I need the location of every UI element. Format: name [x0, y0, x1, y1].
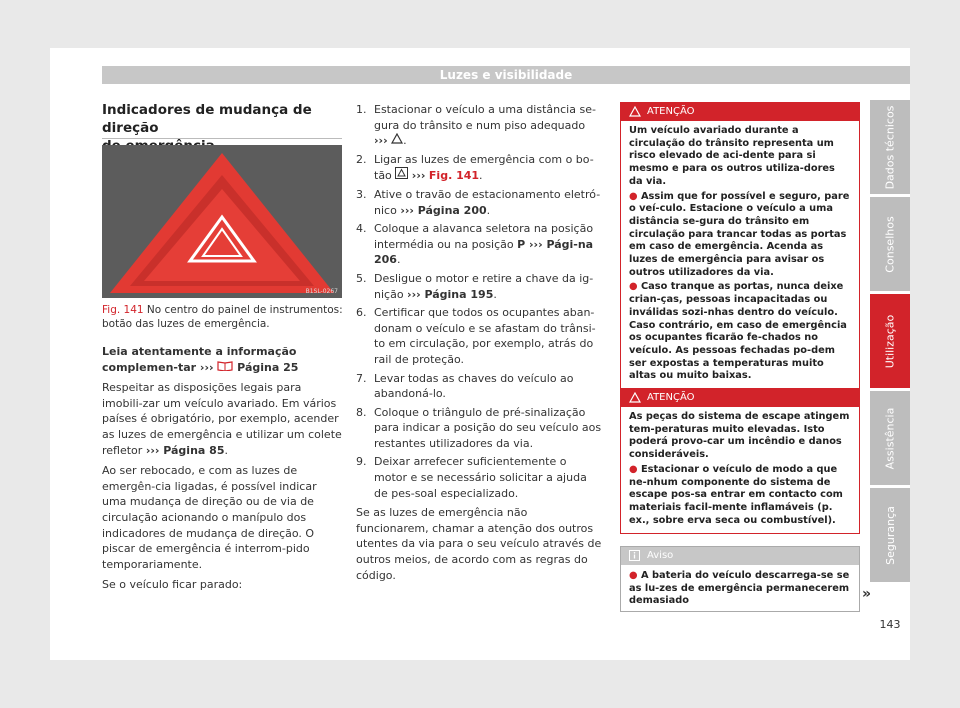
warning-header: [621, 389, 859, 407]
warning-intro: Um veículo avariado durante a circulação do trânsito representa um risco elevado de aci-dente para si mesmo e para os outros utiliza-dores da via.: [629, 125, 835, 187]
warning-icon: [629, 106, 641, 124]
note-box: [620, 546, 860, 612]
step-text: Estacionar o veículo a uma distância se-gura do trânsito e num piso adequado: [374, 103, 596, 132]
step-text: Certificar que todos os ocupantes aban-donam o veículo e se afastam do trânsi-to em circulação, por exemplo, atrás do rail de proteção.: [374, 306, 596, 366]
step-text: Ligar as luzes de emergência com o bo-tão: [374, 152, 594, 183]
tab-utilizacao[interactable]: Utilização: [870, 294, 910, 388]
warning-icon: [391, 134, 403, 147]
step-text: Desligue o motor e retire a chave da ig-nição: [374, 271, 594, 301]
left-column: Leia atentamente a informação complemen-tar ››› Página 25 Respeitar as disposições legais para imobili-zar um veículo avariado. Em vários países é obrigatório, por exemplo, acender as luzes de emergência e utilizar um colete refletor ››› Página 85. Ao ser rebocado, e com as luzes de emergên-cia ligadas, é possível indicar uma mudança de direção ou de via de circulação acionando o manípulo dos indicadores de mudança de direção. O piscar de emergência é interrom-pido temporariamente. Se o veículo ficar parado:: [102, 344, 344, 598]
warning-bullet: ● Assim que for possível e seguro, pare o veí-culo. Estacione o veículo a uma distância se-gura do trânsito em circulação para trancar todas as portas em caso de emergência. Acenda as luzes de emergência para avisar os outros utilizadores da via.: [629, 190, 850, 278]
tab-conselhos[interactable]: Conselhos: [870, 197, 910, 291]
continue-arrow: »: [862, 586, 872, 602]
list-item: 4. Coloque a alavanca seletora na posição intermédia ou na posição P ››› Pági-na 206.: [356, 222, 594, 267]
warning-bullet: ● Caso tranque as portas, nunca deixe crian-ças, pessoas incapacitadas ou inválidas sozi-nhas dentro do veículo. Caso contrário, em caso de emergência os ocupantes ficarão fe-chados no veículo. As pessoas fechadas po-dem ser expostas a temperaturas muito altas ou muito baixas.: [629, 281, 847, 382]
warning-body: [621, 407, 859, 533]
step-text: Ative o travão de estacionamento eletró-nico: [374, 187, 601, 217]
page-header: Luzes e visibilidade: [102, 66, 910, 84]
warning-body: [621, 121, 859, 389]
fig-ref-141[interactable]: Fig. 141: [428, 169, 480, 183]
list-item: 2. Ligar as luzes de emergência com o bo-tão ››› Fig. 141.: [356, 152, 594, 183]
list-item: 3. Ative o travão de estacionamento eletró-nico ››› Página 200.: [356, 187, 601, 217]
ref-arrows: ›››: [374, 134, 388, 148]
step-number: 2.: [356, 152, 367, 166]
ref-arrows: ›››: [411, 169, 426, 183]
note-title: Aviso: [647, 550, 674, 561]
ref-arrows: ›››: [196, 360, 218, 374]
warning-icon: [629, 392, 641, 410]
list-item: 5. Desligue o motor e retire a chave da ig-nição ››› Página 195.: [356, 271, 594, 301]
step-text: Deixar arrefecer suficientemente o motor e se necessário solicitar a ajuda de pes-soal especializado.: [374, 455, 587, 500]
warning-box-1: [620, 102, 860, 390]
step-number: 3.: [356, 187, 367, 201]
page-ref-85[interactable]: ››› Página 85: [145, 443, 225, 457]
step-number: 7.: [356, 371, 367, 385]
tab-seguranca[interactable]: Segurança: [870, 488, 910, 582]
page-ref-195[interactable]: ››› Página 195: [407, 287, 494, 301]
page-ref-25[interactable]: Página 25: [233, 360, 299, 374]
page-number: 143: [879, 618, 901, 631]
tab-dados-tecnicos[interactable]: Dados técnicos: [870, 100, 910, 194]
warning-header: [621, 103, 859, 121]
figure-tag: B1SL-0267: [305, 288, 338, 295]
book-icon: [217, 361, 233, 374]
intro-bold: Leia atentamente a informação complemen-tar: [102, 345, 297, 374]
note-bullet: A bateria do veículo descarrega-se se as lu-zes de emergência permanecerem demasiado: [629, 570, 850, 607]
warning-bullet: ● Estacionar o veículo de modo a que ne-nhum componente do sistema de escape pos-sa entrar em contacto com materiais facil-mente inflamáveis (p. ex., sobre erva seca ou combustível).: [629, 463, 843, 526]
note-body: ● A bateria do veículo descarrega-se se as lu-zes de emergência permanecerem demasiado: [629, 570, 850, 607]
list-item: [356, 405, 602, 452]
step-number: 6.: [356, 306, 367, 320]
warning-intro: As peças do sistema de escape atingem tem-peraturas muito elevadas. Isto poderá provo-car um incêndio e danos consideráveis.: [629, 411, 850, 461]
step-number: 5.: [356, 271, 367, 285]
step-text: Levar todas as chaves do veículo ao abandoná-lo.: [374, 371, 574, 401]
page-ref-200[interactable]: ››› Página 200: [400, 203, 487, 217]
figure-caption: [102, 304, 344, 331]
step-text: Coloque a alavanca seletora na posição intermédia ou na posição: [374, 222, 594, 251]
warning-title: ATENÇÃO: [647, 392, 695, 403]
manual-page: [50, 48, 910, 660]
para-stopped: Se o veículo ficar parado:: [102, 578, 243, 592]
chapter-tabs: [870, 100, 910, 585]
hazard-button-icon: [395, 169, 408, 182]
step-number: 4.: [356, 222, 367, 236]
step-number: 8.: [356, 405, 367, 419]
para-fallback: Se as luzes de emergência não funcionarem, chamar a atenção dos outros utentes da via para o seu veículo através de outros meios, de acordo com as regras do código.: [356, 506, 602, 582]
list-item: [356, 454, 602, 501]
info-icon: [629, 550, 640, 568]
para-towing: Ao ser rebocado, e com as luzes de emergên-cia ligadas, é possível indicar uma mudança de direção ou de via de circulação acionando o manípulo dos indicadores de mudança de direção. O piscar de emergência é interrom-pido temporariamente.: [102, 464, 317, 571]
warning-box-2: [620, 388, 860, 534]
steps-list: [356, 102, 602, 501]
step-number: 9.: [356, 455, 367, 469]
list-item: [356, 305, 602, 367]
figure-number: Fig. 141: [102, 304, 144, 316]
caption-text: No centro do painel de instrumentos: botão das luzes de emergência.: [102, 304, 343, 330]
step-number: 1.: [356, 103, 367, 116]
middle-column: [356, 102, 602, 583]
para-legal: Respeitar as disposições legais para imobili-zar um veículo avariado. Em vários países é obrigatório, por exemplo, acender as luzes de emergência e utilizar um colete refletor: [102, 381, 342, 457]
hazard-button-illustration: [102, 145, 342, 298]
figure-hazard-button: [102, 145, 342, 298]
list-item: [356, 371, 602, 402]
section-title-line1: Indicadores de mudança de direção: [102, 102, 312, 136]
step-text: Coloque o triângulo de pré-sinalização para indicar a posição do seu veículo aos restantes utilizadores da via.: [374, 405, 602, 450]
tab-assistencia[interactable]: Assistência: [870, 391, 910, 485]
page-ref-206[interactable]: P ››› Pági-na 206: [374, 237, 594, 267]
list-item: 1. Estacionar o veículo a uma distância se-gura do trânsito e num piso adequado ››› .: [356, 103, 596, 148]
title-divider: [102, 138, 342, 139]
warning-title: ATENÇÃO: [647, 106, 695, 117]
note-header: [621, 547, 859, 565]
